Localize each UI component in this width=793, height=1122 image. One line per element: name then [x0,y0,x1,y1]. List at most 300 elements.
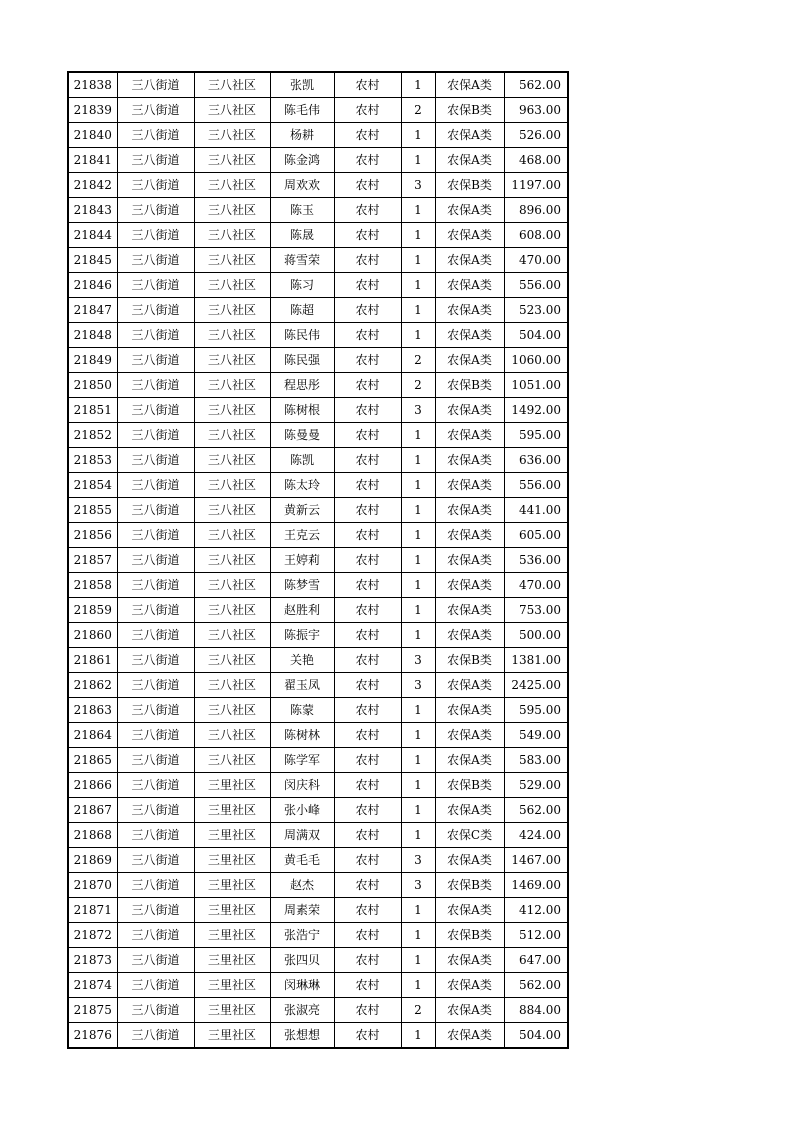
street-cell: 三八街道 [117,648,194,673]
household-count-cell: 1 [401,198,435,223]
row-number-cell: 21872 [68,923,117,948]
table-row [68,1023,568,1049]
community-cell: 三八社区 [194,98,270,123]
insurance-category-cell: 农保A类 [435,298,504,323]
community-cell: 三里社区 [194,848,270,873]
community-cell: 三八社区 [194,473,270,498]
street-cell: 三八街道 [117,398,194,423]
street-cell: 三八街道 [117,498,194,523]
street-cell: 三八街道 [117,898,194,923]
community-cell: 三里社区 [194,898,270,923]
person-name-cell: 黄毛毛 [270,848,334,873]
person-name-cell: 程思彤 [270,373,334,398]
area-type-cell: 农村 [334,148,401,173]
person-name-cell: 陈毛伟 [270,98,334,123]
row-number-cell: 21850 [68,373,117,398]
area-type-cell: 农村 [334,123,401,148]
person-name-cell: 陈超 [270,298,334,323]
community-cell: 三里社区 [194,823,270,848]
row-number-cell: 21853 [68,448,117,473]
row-number-cell: 21838 [68,72,117,98]
community-cell: 三八社区 [194,198,270,223]
area-type-cell: 农村 [334,823,401,848]
table-row [68,998,568,1023]
row-number-cell: 21874 [68,973,117,998]
household-count-cell: 1 [401,298,435,323]
person-name-cell: 闵琳琳 [270,973,334,998]
person-name-cell: 张小峰 [270,798,334,823]
area-type-cell: 农村 [334,698,401,723]
street-cell: 三八街道 [117,748,194,773]
row-number-cell: 21866 [68,773,117,798]
table-row [68,698,568,723]
household-count-cell: 1 [401,223,435,248]
amount-cell: 1197.00 [504,173,568,198]
household-count-cell: 1 [401,723,435,748]
insurance-category-cell: 农保A类 [435,798,504,823]
household-count-cell: 1 [401,72,435,98]
household-count-cell: 1 [401,448,435,473]
table-row [68,423,568,448]
person-name-cell: 陈民强 [270,348,334,373]
person-name-cell: 周欢欢 [270,173,334,198]
household-count-cell: 1 [401,548,435,573]
row-number-cell: 21867 [68,798,117,823]
insurance-category-cell: 农保A类 [435,498,504,523]
amount-cell: 1467.00 [504,848,568,873]
street-cell: 三八街道 [117,348,194,373]
amount-cell: 1469.00 [504,873,568,898]
street-cell: 三八街道 [117,248,194,273]
amount-cell: 512.00 [504,923,568,948]
area-type-cell: 农村 [334,573,401,598]
community-cell: 三八社区 [194,723,270,748]
person-name-cell: 张浩宁 [270,923,334,948]
amount-cell: 583.00 [504,748,568,773]
row-number-cell: 21847 [68,298,117,323]
row-number-cell: 21859 [68,598,117,623]
insurance-category-cell: 农保A类 [435,548,504,573]
insurance-category-cell: 农保B类 [435,173,504,198]
amount-cell: 562.00 [504,973,568,998]
amount-cell: 556.00 [504,273,568,298]
street-cell: 三八街道 [117,698,194,723]
table-row [68,748,568,773]
insurance-category-cell: 农保B类 [435,373,504,398]
amount-cell: 595.00 [504,423,568,448]
area-type-cell: 农村 [334,623,401,648]
area-type-cell: 农村 [334,448,401,473]
person-name-cell: 陈树林 [270,723,334,748]
household-count-cell: 1 [401,323,435,348]
household-count-cell: 1 [401,423,435,448]
insurance-category-cell: 农保B类 [435,923,504,948]
street-cell: 三八街道 [117,723,194,748]
community-cell: 三八社区 [194,323,270,348]
insurance-category-cell: 农保A类 [435,898,504,923]
area-type-cell: 农村 [334,773,401,798]
community-cell: 三八社区 [194,123,270,148]
insurance-category-cell: 农保A类 [435,448,504,473]
street-cell: 三八街道 [117,998,194,1023]
amount-cell: 470.00 [504,248,568,273]
row-number-cell: 21852 [68,423,117,448]
street-cell: 三八街道 [117,948,194,973]
amount-cell: 562.00 [504,798,568,823]
amount-cell: 504.00 [504,1023,568,1049]
insurance-category-cell: 农保A类 [435,473,504,498]
amount-cell: 500.00 [504,623,568,648]
area-type-cell: 农村 [334,648,401,673]
community-cell: 三里社区 [194,973,270,998]
community-cell: 三八社区 [194,648,270,673]
insurance-category-cell: 农保B类 [435,873,504,898]
row-number-cell: 21857 [68,548,117,573]
row-number-cell: 21846 [68,273,117,298]
insurance-category-cell: 农保A类 [435,673,504,698]
person-name-cell: 陈民伟 [270,323,334,348]
street-cell: 三八街道 [117,448,194,473]
area-type-cell: 农村 [334,548,401,573]
household-count-cell: 1 [401,623,435,648]
household-count-cell: 2 [401,348,435,373]
insurance-category-cell: 农保A类 [435,523,504,548]
table-row [68,223,568,248]
row-number-cell: 21842 [68,173,117,198]
household-count-cell: 2 [401,98,435,123]
table-row [68,848,568,873]
person-name-cell: 陈太玲 [270,473,334,498]
community-cell: 三八社区 [194,398,270,423]
street-cell: 三八街道 [117,623,194,648]
area-type-cell: 农村 [334,248,401,273]
row-number-cell: 21865 [68,748,117,773]
community-cell: 三八社区 [194,498,270,523]
area-type-cell: 农村 [334,398,401,423]
street-cell: 三八街道 [117,198,194,223]
area-type-cell: 农村 [334,473,401,498]
person-name-cell: 关艳 [270,648,334,673]
community-cell: 三八社区 [194,148,270,173]
community-cell: 三里社区 [194,923,270,948]
insurance-category-cell: 农保A类 [435,848,504,873]
amount-cell: 753.00 [504,598,568,623]
community-cell: 三八社区 [194,623,270,648]
row-number-cell: 21869 [68,848,117,873]
insurance-category-cell: 农保A类 [435,223,504,248]
street-cell: 三八街道 [117,298,194,323]
amount-cell: 424.00 [504,823,568,848]
table-row [68,473,568,498]
insurance-category-cell: 农保A类 [435,72,504,98]
amount-cell: 549.00 [504,723,568,748]
area-type-cell: 农村 [334,1023,401,1049]
insurance-category-cell: 农保A类 [435,398,504,423]
area-type-cell: 农村 [334,98,401,123]
community-cell: 三八社区 [194,248,270,273]
insurance-category-cell: 农保A类 [435,248,504,273]
amount-cell: 504.00 [504,323,568,348]
community-cell: 三八社区 [194,348,270,373]
person-name-cell: 张四贝 [270,948,334,973]
area-type-cell: 农村 [334,72,401,98]
area-type-cell: 农村 [334,498,401,523]
amount-cell: 647.00 [504,948,568,973]
table-row [68,798,568,823]
community-cell: 三八社区 [194,573,270,598]
table-body [68,72,568,1048]
street-cell: 三八街道 [117,673,194,698]
insurance-category-cell: 农保A类 [435,998,504,1023]
street-cell: 三八街道 [117,98,194,123]
row-number-cell: 21858 [68,573,117,598]
amount-cell: 896.00 [504,198,568,223]
amount-cell: 526.00 [504,123,568,148]
table-row [68,373,568,398]
row-number-cell: 21871 [68,898,117,923]
table-row [68,773,568,798]
household-count-cell: 2 [401,998,435,1023]
row-number-cell: 21876 [68,1023,117,1049]
household-count-cell: 1 [401,573,435,598]
row-number-cell: 21844 [68,223,117,248]
household-count-cell: 1 [401,523,435,548]
table-row [68,248,568,273]
street-cell: 三八街道 [117,423,194,448]
table-row [68,648,568,673]
table-row [68,98,568,123]
household-count-cell: 1 [401,123,435,148]
area-type-cell: 农村 [334,298,401,323]
table-row [68,323,568,348]
table-row [68,273,568,298]
amount-cell: 441.00 [504,498,568,523]
household-count-cell: 1 [401,948,435,973]
street-cell: 三八街道 [117,323,194,348]
insurance-category-cell: 农保A类 [435,748,504,773]
insurance-category-cell: 农保A类 [435,598,504,623]
street-cell: 三八街道 [117,598,194,623]
table-row [68,198,568,223]
row-number-cell: 21839 [68,98,117,123]
community-cell: 三八社区 [194,673,270,698]
insurance-category-cell: 农保A类 [435,148,504,173]
community-cell: 三八社区 [194,298,270,323]
data-table [67,71,569,1049]
area-type-cell: 农村 [334,348,401,373]
community-cell: 三八社区 [194,423,270,448]
insurance-category-cell: 农保A类 [435,198,504,223]
amount-cell: 963.00 [504,98,568,123]
insurance-category-cell: 农保A类 [435,573,504,598]
table-row [68,498,568,523]
community-cell: 三八社区 [194,748,270,773]
amount-cell: 468.00 [504,148,568,173]
household-count-cell: 1 [401,898,435,923]
table-row [68,873,568,898]
amount-cell: 636.00 [504,448,568,473]
household-count-cell: 1 [401,973,435,998]
household-count-cell: 3 [401,673,435,698]
amount-cell: 470.00 [504,573,568,598]
person-name-cell: 陈振宇 [270,623,334,648]
amount-cell: 529.00 [504,773,568,798]
table-row [68,673,568,698]
area-type-cell: 农村 [334,423,401,448]
person-name-cell: 赵杰 [270,873,334,898]
row-number-cell: 21855 [68,498,117,523]
insurance-category-cell: 农保A类 [435,698,504,723]
person-name-cell: 陈晟 [270,223,334,248]
row-number-cell: 21843 [68,198,117,223]
household-count-cell: 3 [401,848,435,873]
community-cell: 三八社区 [194,173,270,198]
amount-cell: 556.00 [504,473,568,498]
row-number-cell: 21861 [68,648,117,673]
area-type-cell: 农村 [334,173,401,198]
insurance-category-cell: 农保B类 [435,98,504,123]
person-name-cell: 翟玉凤 [270,673,334,698]
insurance-category-cell: 农保A类 [435,948,504,973]
household-count-cell: 1 [401,598,435,623]
household-count-cell: 1 [401,498,435,523]
area-type-cell: 农村 [334,223,401,248]
person-name-cell: 黄新云 [270,498,334,523]
community-cell: 三八社区 [194,598,270,623]
street-cell: 三八街道 [117,973,194,998]
row-number-cell: 21849 [68,348,117,373]
insurance-category-cell: 农保A类 [435,623,504,648]
row-number-cell: 21873 [68,948,117,973]
area-type-cell: 农村 [334,898,401,923]
community-cell: 三八社区 [194,373,270,398]
household-count-cell: 2 [401,373,435,398]
person-name-cell: 张想想 [270,1023,334,1049]
person-name-cell: 蒋雪荣 [270,248,334,273]
row-number-cell: 21868 [68,823,117,848]
table-row [68,173,568,198]
area-type-cell: 农村 [334,748,401,773]
table-row [68,723,568,748]
person-name-cell: 赵胜利 [270,598,334,623]
table-row [68,148,568,173]
insurance-category-cell: 农保B类 [435,648,504,673]
insurance-category-cell: 农保A类 [435,273,504,298]
row-number-cell: 21848 [68,323,117,348]
amount-cell: 1051.00 [504,373,568,398]
community-cell: 三八社区 [194,72,270,98]
area-type-cell: 农村 [334,373,401,398]
row-number-cell: 21851 [68,398,117,423]
amount-cell: 1060.00 [504,348,568,373]
community-cell: 三里社区 [194,1023,270,1049]
area-type-cell: 农村 [334,323,401,348]
table-row [68,348,568,373]
table-row [68,923,568,948]
insurance-category-cell: 农保A类 [435,123,504,148]
table-row [68,398,568,423]
amount-cell: 2425.00 [504,673,568,698]
area-type-cell: 农村 [334,848,401,873]
insurance-category-cell: 农保A类 [435,973,504,998]
table-row [68,298,568,323]
amount-cell: 562.00 [504,72,568,98]
household-count-cell: 3 [401,398,435,423]
row-number-cell: 21841 [68,148,117,173]
amount-cell: 595.00 [504,698,568,723]
table-row [68,823,568,848]
household-count-cell: 1 [401,823,435,848]
community-cell: 三八社区 [194,448,270,473]
person-name-cell: 王婷莉 [270,548,334,573]
household-count-cell: 1 [401,748,435,773]
table-row [68,948,568,973]
area-type-cell: 农村 [334,273,401,298]
table-row [68,973,568,998]
person-name-cell: 张凯 [270,72,334,98]
table-row [68,123,568,148]
area-type-cell: 农村 [334,973,401,998]
household-count-cell: 3 [401,173,435,198]
insurance-category-cell: 农保A类 [435,1023,504,1049]
community-cell: 三八社区 [194,223,270,248]
person-name-cell: 闵庆科 [270,773,334,798]
insurance-category-cell: 农保A类 [435,323,504,348]
street-cell: 三八街道 [117,773,194,798]
area-type-cell: 农村 [334,798,401,823]
amount-cell: 412.00 [504,898,568,923]
row-number-cell: 21875 [68,998,117,1023]
row-number-cell: 21856 [68,523,117,548]
table-row [68,72,568,98]
community-cell: 三八社区 [194,698,270,723]
area-type-cell: 农村 [334,948,401,973]
street-cell: 三八街道 [117,923,194,948]
person-name-cell: 陈学军 [270,748,334,773]
row-number-cell: 21845 [68,248,117,273]
community-cell: 三八社区 [194,273,270,298]
insurance-category-cell: 农保C类 [435,823,504,848]
table-row [68,573,568,598]
amount-cell: 536.00 [504,548,568,573]
table-row [68,898,568,923]
street-cell: 三八街道 [117,373,194,398]
area-type-cell: 农村 [334,523,401,548]
table-row [68,548,568,573]
street-cell: 三八街道 [117,473,194,498]
household-count-cell: 1 [401,923,435,948]
row-number-cell: 21860 [68,623,117,648]
insurance-category-cell: 农保A类 [435,348,504,373]
street-cell: 三八街道 [117,573,194,598]
household-count-cell: 1 [401,148,435,173]
community-cell: 三里社区 [194,873,270,898]
street-cell: 三八街道 [117,273,194,298]
area-type-cell: 农村 [334,723,401,748]
amount-cell: 605.00 [504,523,568,548]
row-number-cell: 21854 [68,473,117,498]
street-cell: 三八街道 [117,848,194,873]
row-number-cell: 21862 [68,673,117,698]
person-name-cell: 周素荣 [270,898,334,923]
household-count-cell: 1 [401,248,435,273]
community-cell: 三里社区 [194,998,270,1023]
row-number-cell: 21863 [68,698,117,723]
household-count-cell: 1 [401,773,435,798]
street-cell: 三八街道 [117,873,194,898]
person-name-cell: 陈树根 [270,398,334,423]
person-name-cell: 张淑亮 [270,998,334,1023]
